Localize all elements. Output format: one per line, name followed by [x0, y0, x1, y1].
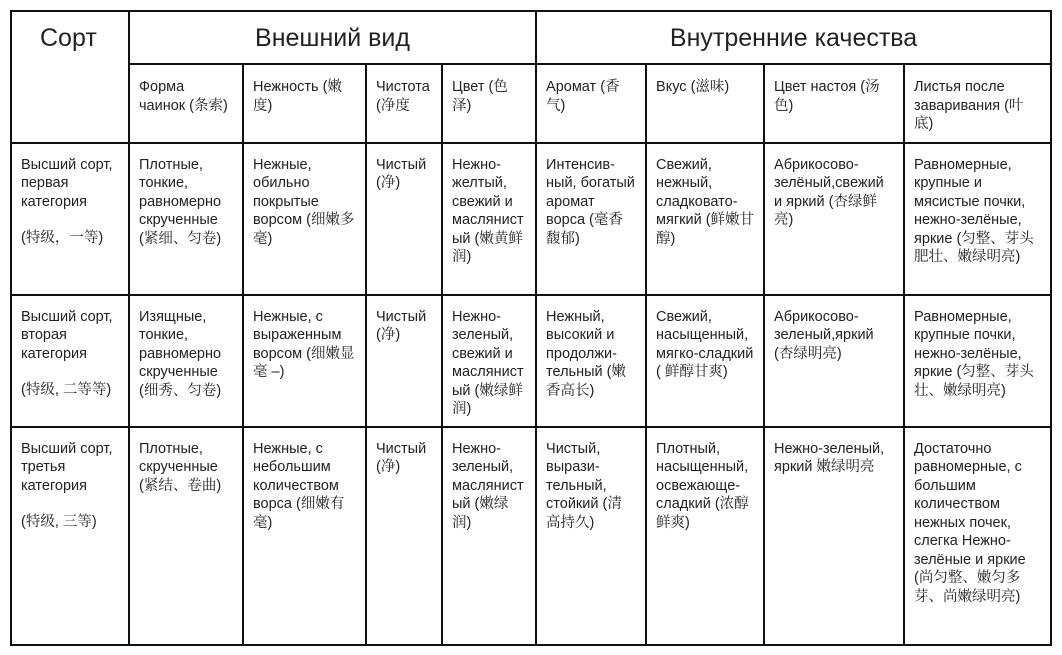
cell-taste: Плотный, насыщенный, освежающе-сладкий (浓醇鲜爽): [646, 427, 764, 645]
col-header-color: Цвет (色泽): [442, 64, 536, 143]
cell-color: Нежно-зеленый, маслянистый (嫩绿润): [442, 427, 536, 645]
grade-code: (特级, 三等): [21, 514, 97, 530]
col-header-leaves-after: Листья после заваривания (叶底): [904, 64, 1051, 143]
cell-purity: Чистый (净): [366, 295, 442, 427]
header-internal: Внутренние качества: [536, 11, 1051, 64]
header-row-sub: [11, 64, 1051, 143]
cell-color: Нежно-зеленый, свежий и маслянистый (嫩绿鲜润): [442, 295, 536, 427]
cell-infusion-color: Нежно-зеленый, яркий 嫩绿明亮: [764, 427, 904, 645]
col-header-tenderness: Нежность (嫩度): [243, 64, 366, 143]
cell-tenderness: Нежные, с выраженным ворсом (细嫩显毫 –): [243, 295, 366, 427]
cell-purity: Чистый (净): [366, 427, 442, 645]
grade-cell: [11, 143, 129, 295]
tea-grade-table: [10, 10, 1052, 646]
col-header-taste: Вкус (滋味): [646, 64, 764, 143]
cell-leaves-after: Достаточно равномерные, с большим количеством нежных почек, слегка Нежно-зелёные и яркие (尚匀整、嫩匀多芽、尚嫩绿明亮): [904, 427, 1051, 645]
col-header-aroma: Аромат (香气): [536, 64, 646, 143]
header-sort: Сорт: [11, 11, 129, 143]
grade-name: Высший сорт, вторая категория: [21, 308, 117, 362]
table-row: [11, 295, 1051, 427]
cell-infusion-color: Абрикосово-зелёный,свежий и яркий (杏绿鲜亮): [764, 143, 904, 295]
col-header-purity: Чистота (净度: [366, 64, 442, 143]
cell-color: Нежно-желтый, свежий и маслянистый (嫩黄鲜润): [442, 143, 536, 295]
cell-leaf-shape: Плотные, скрученные (紧结、卷曲): [129, 427, 243, 645]
cell-taste: Свежий, насыщенный, мягко-сладкий ( 鲜醇甘爽): [646, 295, 764, 427]
cell-leaf-shape: Изящные, тонкие, равномерно скрученные (细秀、匀卷): [129, 295, 243, 427]
cell-aroma: Нежный, высокий и продолжи-тельный (嫩香高长): [536, 295, 646, 427]
grade-name: Высший сорт, третья категория: [21, 440, 117, 494]
cell-aroma: Интенсив-ный, богатый аромат ворса (毫香馥郁): [536, 143, 646, 295]
grade-name: Высший сорт, первая категория: [21, 156, 117, 210]
cell-infusion-color: Абрикосово-зеленый,яркий (杏绿明亮): [764, 295, 904, 427]
cell-tenderness: Нежные, обильно покрытые ворсом (细嫩多毫): [243, 143, 366, 295]
col-header-infusion-color: Цвет настоя (汤色): [764, 64, 904, 143]
cell-leaf-shape: Плотные, тонкие, равномерно скрученные (紧细、匀卷): [129, 143, 243, 295]
table-row: [11, 143, 1051, 295]
col-header-leaf-shape: Форма чаинок (条索): [129, 64, 243, 143]
header-external: Внешний вид: [129, 11, 536, 64]
header-row-main: [11, 11, 1051, 64]
tea-grade-table-container: [10, 10, 1052, 646]
cell-purity: Чистый (净): [366, 143, 442, 295]
cell-leaves-after: Равномерные, крупные и мясистые почки, нежно-зелёные, яркие (匀整、芽头肥壮、嫩绿明亮): [904, 143, 1051, 295]
cell-leaves-after: Равномерные, крупные почки, нежно-зелёные, яркие (匀整、芽头壮、嫩绿明亮): [904, 295, 1051, 427]
table-row: [11, 427, 1051, 645]
grade-cell: [11, 427, 129, 645]
grade-code: (特级，一等): [21, 230, 104, 246]
grade-cell: [11, 295, 129, 427]
cell-tenderness: Нежные, с небольшим количеством ворса (细嫩有毫): [243, 427, 366, 645]
cell-aroma: Чистый, вырази-тельный, стойкий (清高持久): [536, 427, 646, 645]
cell-taste: Свежий, нежный, сладковато-мягкий (鲜嫩甘醇): [646, 143, 764, 295]
grade-code: (特级, 二等等): [21, 382, 112, 398]
